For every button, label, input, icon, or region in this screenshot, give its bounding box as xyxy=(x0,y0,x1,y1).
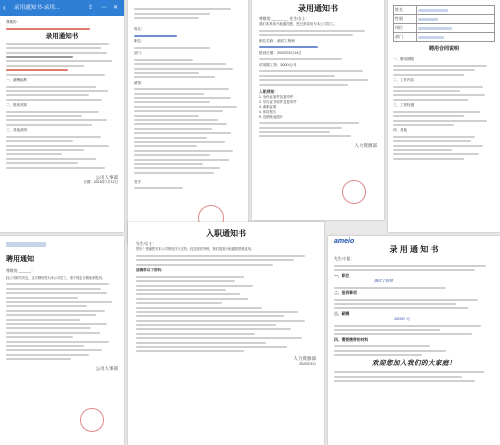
doc5-body: 经公司研究决定，正式聘用您为本公司员工，请于规定日期前来报到。 xyxy=(6,275,105,280)
doc4-section-2: 二、工作内容 xyxy=(393,77,414,82)
company-seal xyxy=(80,408,104,432)
list-item: 3. 离职证明 xyxy=(259,104,277,109)
doc6-items-title: 请携带以下资料： xyxy=(136,268,165,273)
doc4-row-label: 部门 xyxy=(394,33,417,42)
doc2-footer-label: 签字： xyxy=(134,179,145,184)
doc7-section-3: 三、薪酬 xyxy=(334,311,350,316)
document-3 xyxy=(252,0,384,220)
doc5-greeting: 尊敬的 ______： xyxy=(6,268,35,273)
doc3-title: 录用通知书 xyxy=(298,4,338,13)
doc4-row-label: 姓名 xyxy=(394,6,417,15)
doc3-greeting: 尊敬的 ________ 先生/女士： xyxy=(259,17,310,22)
doc4-title: 聘用合同说明 xyxy=(428,46,459,52)
document-1 xyxy=(0,0,124,232)
doc7-salary-value: 10000 元 xyxy=(394,316,410,321)
doc1-title: 录用通知书 xyxy=(45,32,79,40)
list-item: 2. 学历证书原件及复印件 xyxy=(259,99,297,104)
list-item: 1. 身份证原件及复印件 xyxy=(259,94,294,99)
ameio-logo: ameio xyxy=(334,238,355,245)
doc5-signature: 公司人事部 xyxy=(95,366,118,372)
document-6 xyxy=(128,222,324,445)
document-5 xyxy=(0,236,124,445)
doc6-signature: 人力资源部 xyxy=(293,356,316,362)
doc1-header: 尊敬的： xyxy=(6,20,20,24)
phone-bar-title: 录用通知书-录用... xyxy=(14,5,60,11)
doc2-dept-label: 部门： xyxy=(134,51,145,56)
doc4-row-label: 性别 xyxy=(394,15,417,24)
doc7-section-4: 四、需要携带的材料 xyxy=(334,337,369,342)
more-icon[interactable]: ⋯ xyxy=(101,5,107,11)
doc1-section-1: 一、薪酬福利 xyxy=(6,77,27,82)
list-item: 5. 近期免冠照片 xyxy=(259,114,284,119)
doc3-intro: 我们非常高兴地通知您，您已被录用为本公司员工。 xyxy=(259,22,337,27)
doc7-welcome: 欢迎您加入我们的大家庭！ xyxy=(372,360,456,368)
doc7-position-value: 测试工程师 xyxy=(374,278,393,283)
doc7-title: 录 用 通 知 书 xyxy=(389,245,439,255)
doc1-section-2: 二、报到须知 xyxy=(6,103,27,108)
doc3-position: 职位名称：测试工程师 xyxy=(259,38,295,43)
doc6-title: 入职通知书 xyxy=(206,229,246,238)
doc1-signature: 公司人事部 xyxy=(95,174,118,180)
doc3-items-list xyxy=(259,95,377,120)
chevron-left-icon[interactable]: ‹ xyxy=(3,3,6,12)
doc2-position-label: 职位： xyxy=(134,39,145,44)
phone-title-bar xyxy=(0,0,124,16)
company-seal xyxy=(342,180,366,204)
doc7-section-2: 二、报到事项 xyxy=(334,290,357,295)
document-4 xyxy=(388,0,500,232)
doc6-intro: 您好！感谢您对本公司的信任与支持，经过面试考核，我们很高兴地通知您被录用。 xyxy=(136,247,254,252)
share-icon[interactable]: ⇪ xyxy=(88,5,94,11)
doc4-section-3: 三、工资待遇 xyxy=(393,103,414,108)
doc7-greeting: 先生/小姐： xyxy=(334,257,355,262)
document-2 xyxy=(128,0,248,245)
doc4-section-1: 一、聘用期限 xyxy=(393,57,414,62)
doc3-signature: 人力资源部 xyxy=(354,143,377,149)
doc1-section-3: 三、其他说明 xyxy=(6,128,27,133)
doc3-start: 报到日期：2020年5月14日 xyxy=(259,50,302,55)
doc5-title: 聘用通知 xyxy=(6,256,34,264)
doc2-salary-label: 薪资： xyxy=(134,80,145,85)
doc4-section-4: 四、其他 xyxy=(393,128,407,133)
close-icon[interactable]: ✕ xyxy=(113,5,119,11)
list-item: 4. 体检报告 xyxy=(259,109,277,114)
document-7 xyxy=(328,236,500,445)
doc6-date: 2020年5月 xyxy=(299,361,316,366)
doc1-date: 日期：2018年7月12日 xyxy=(83,179,118,184)
doc4-row-label: 岗位 xyxy=(394,24,417,33)
doc6-greeting: 先生/女士： xyxy=(136,242,157,247)
doc3-salary: 试用期工资：5000元/月 xyxy=(259,62,297,67)
doc7-section-1: 一、职位 xyxy=(334,273,350,278)
doc3-items-title: 入职须知： xyxy=(259,89,278,94)
doc2-name-label: 姓名： xyxy=(134,27,145,32)
doc4-info-table xyxy=(393,5,495,42)
